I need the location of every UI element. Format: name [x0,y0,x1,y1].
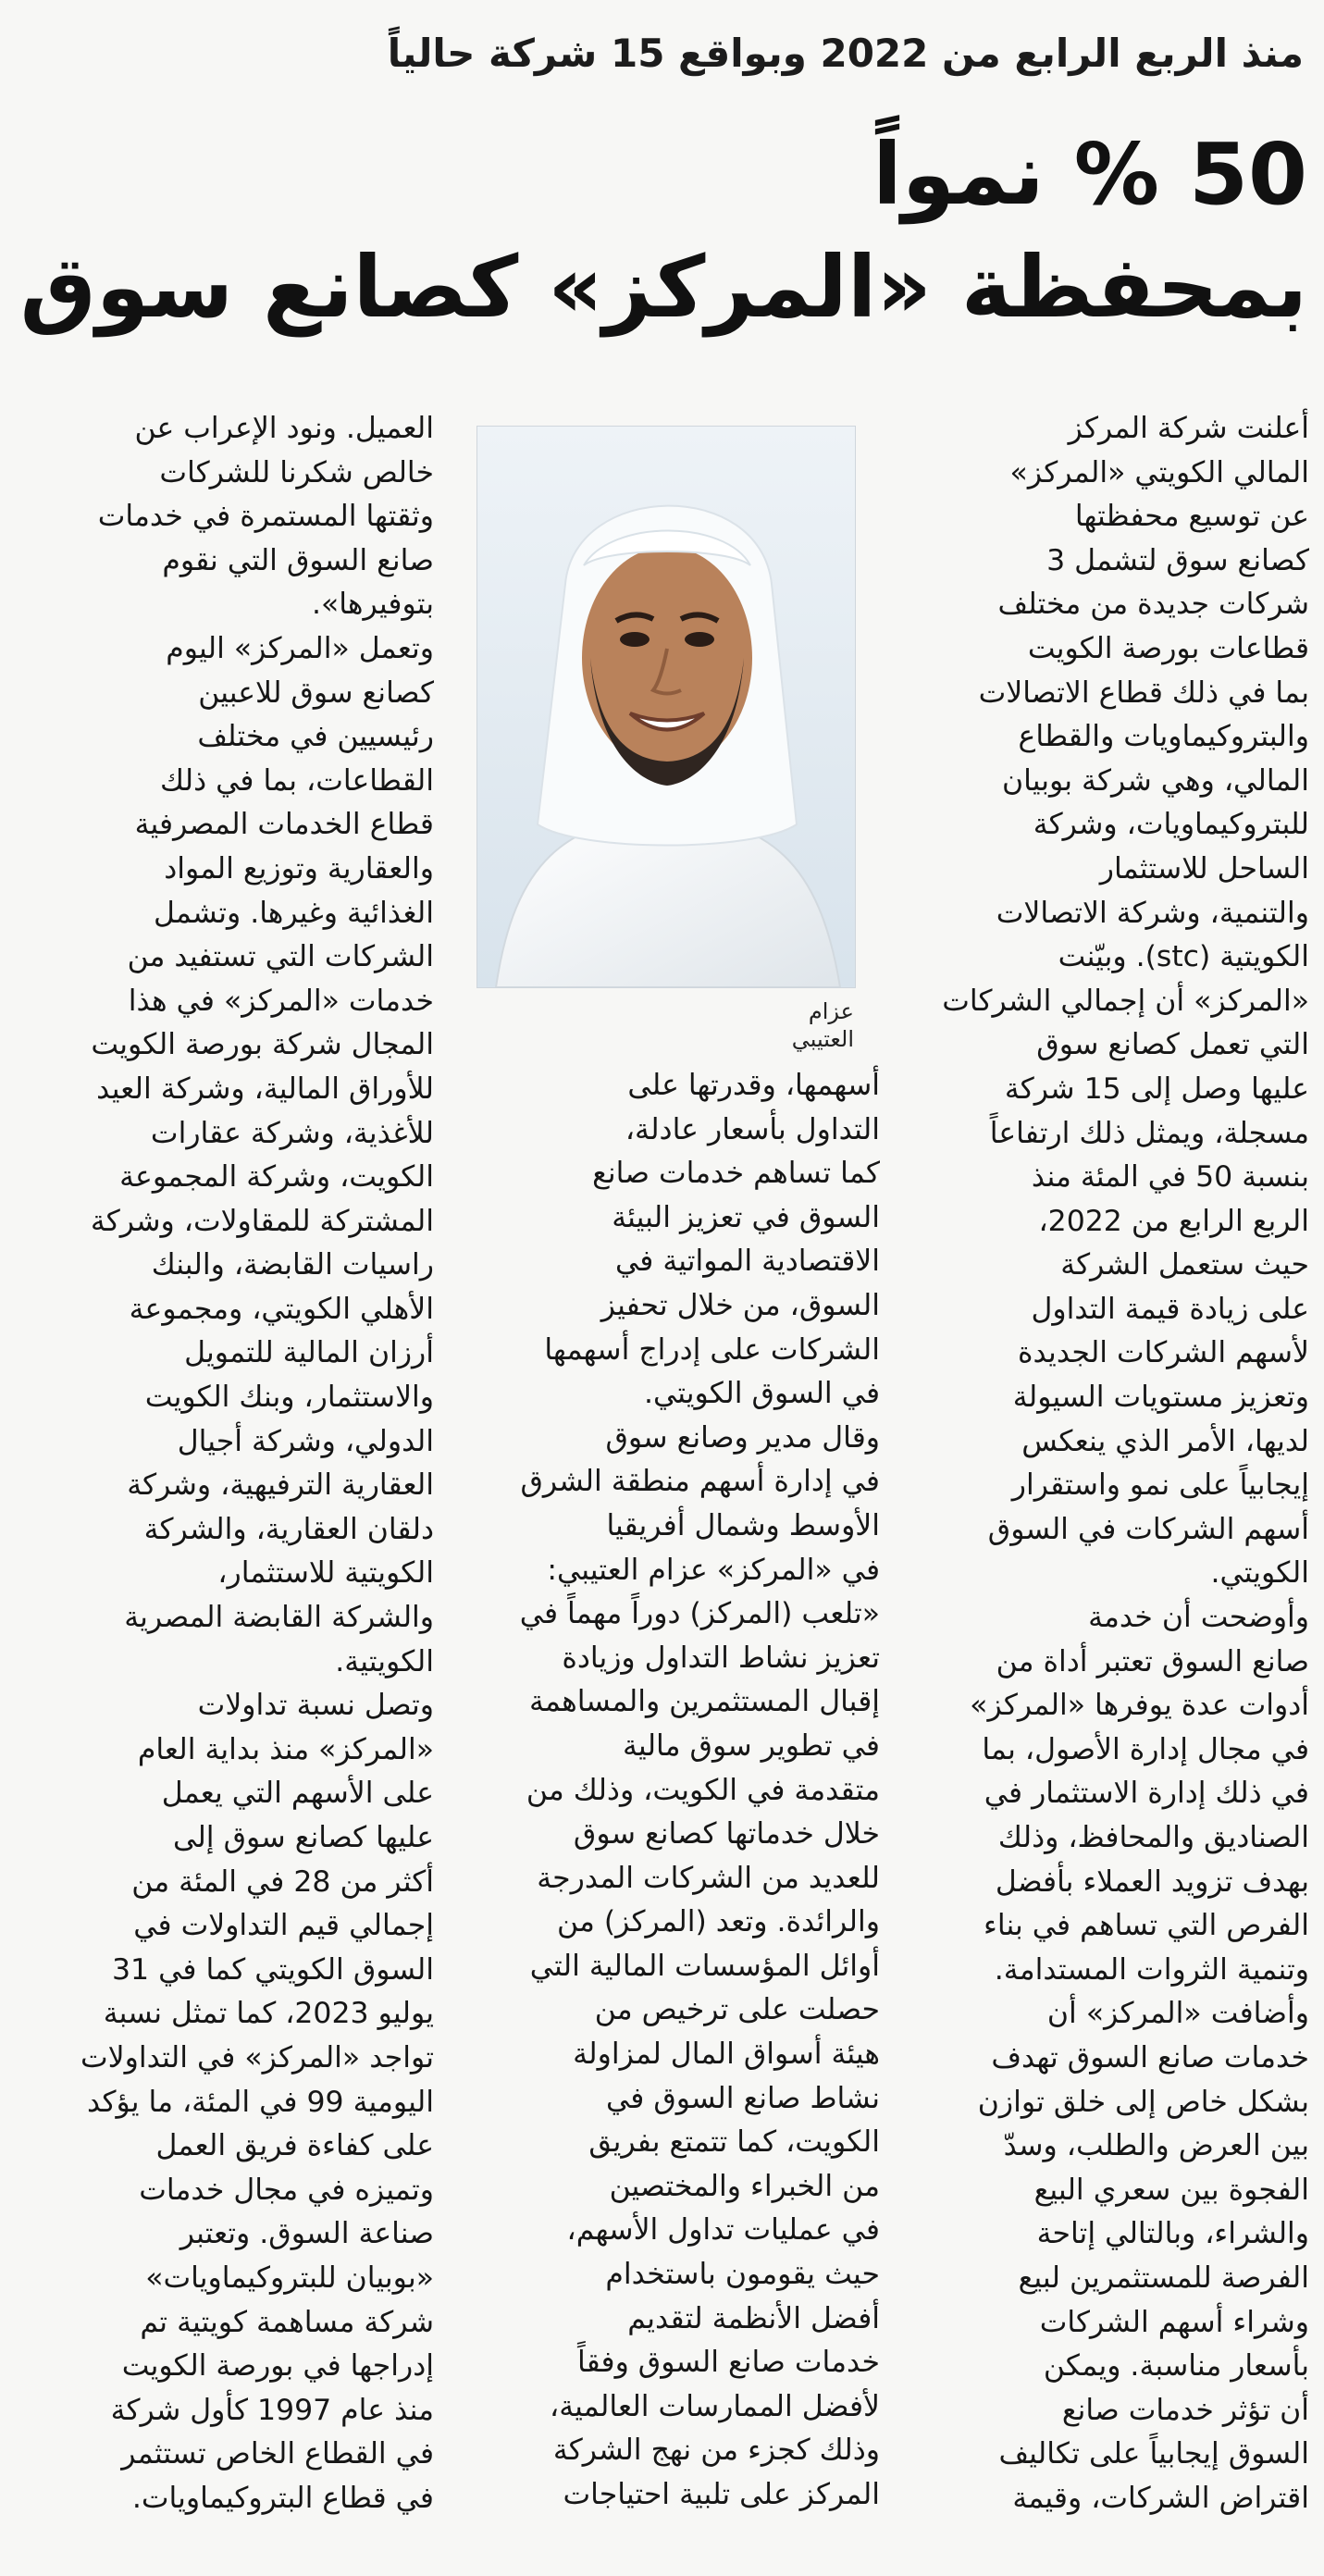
article-text-line: في السوق الكويتي. [643,1377,880,1411]
article-text-line: العقارية الترفيهية، وشركة [127,1468,434,1503]
article-text-line: على الأسهم التي يعمل [161,1777,434,1811]
article-text-line: في القطاع الخاص تستثمر [121,2437,434,2471]
article-text-line: من الخبراء والمختصين [609,2169,880,2203]
article-column-middle [473,1064,880,2518]
article-text-line: بما في ذلك قطاع الاتصالات [978,675,1309,710]
article-text-line: الأهلي الكويتي، ومجموعة [129,1292,434,1326]
article-text-line: الغذائية وغيرها. وتشمل [154,896,434,930]
article-text-line: عليها وصل إلى 15 شركة [1004,1071,1309,1106]
article-text-line: «المركز» أن إجمالي الشركات [942,984,1309,1018]
article-text-line: متقدمة في الكويت، وذلك من [526,1773,880,1807]
article-text-line: السوق إيجابياً على تكاليف [998,2437,1309,2471]
article-text-line: أن تؤثر خدمات صانع [1061,2393,1309,2427]
article-text-line: خدمات صانع السوق وفقاً [576,2346,880,2380]
article-text-line: الكويتية (stc). وبيّنت [1058,940,1309,974]
article-text-line: في ذلك إدارة الاستثمار في [984,1777,1309,1811]
article-text-line: أعلنت شركة المركز [1068,412,1309,445]
article-text-line: السوق الكويتي كما في 31 [112,1952,434,1987]
article-text-line: الاقتصادية المواتية في [615,1245,880,1279]
article-text-line: إيجابياً على نمو واستقرار [1011,1468,1309,1503]
article-text-line: للأغذية، وشركة عقارات [150,1116,434,1150]
article-text-line: السوق، من خلال تحفيز [600,1288,880,1322]
article-text-line: بهدف تزويد العملاء بأفضل [995,1864,1309,1899]
article-text-line: الربع الرابع من 2022، [1038,1204,1309,1238]
article-text-line: والتنمية، وشركة الاتصالات [996,896,1309,930]
portrait-photo [476,426,856,988]
article-text-line: على زيادة قيمة التداول [1031,1292,1309,1326]
article-text-line: كما تساهم خدمات صانع [592,1157,880,1191]
article-text-line: في «المركز» عزام العتيبي: [547,1553,880,1587]
article-text-line: تعزيز نشاط التداول وزيادة [562,1641,880,1675]
article-text-line: والرائدة. وتعد (المركز) من [556,1905,880,1939]
article-text-line: تواجد «المركز» في التداولات [80,2040,434,2074]
article-text-line: للبتروكيماويات، وشركة [1033,808,1309,842]
article-text-line: خدمات «المركز» في هذا [128,984,434,1018]
article-text-line: الدولي، وشركة أجيال [177,1424,434,1458]
article-text-line: العميل. ونود الإعراب عن [134,412,434,445]
article-text-line: الشركات على إدراج أسهمها [544,1332,880,1367]
photo-caption: عزام العتيبي [791,998,854,1052]
article-text-line: أسهم الشركات في السوق [987,1512,1309,1546]
article-text-line: الفرصة للمستثمرين لبيع [1018,2260,1309,2295]
article-text-line: أدوات عدة يوفرها «المركز» [970,1689,1309,1723]
article-text-line: صناعة السوق. وتعتبر [179,2217,434,2251]
article-text-line: وقال مدير وصانع سوق [605,1420,880,1455]
article-text-line: في عمليات تداول الأسهم، [566,2213,880,2248]
article-text-line: إقبال المستثمرين والمساهمة [528,1685,880,1719]
article-text-line: صانع السوق تعتبر أداة من [996,1644,1309,1678]
article-text-line: خالص شكرنا للشركات [159,455,434,489]
article-text-line: والبتروكيماويات والقطاع [1018,720,1309,754]
article-text-line: اليومية 99 في المئة، ما يؤكد [86,2085,434,2119]
article-text-line: إدراجها في بورصة الكويت [121,2349,434,2384]
article-text-line: أكثر من 28 في المئة من [131,1864,434,1899]
article-kicker: منذ الربع الرابع من 2022 وبواقع 15 شركة حالياً [387,31,1304,76]
article-text-line: نشاط صانع السوق في [606,2081,880,2115]
article-text-line: مسجلة، ويمثل ذلك ارتفاعاً [989,1116,1309,1150]
article-text-line: بأسعار مناسبة. ويمكن [1043,2349,1309,2384]
article-text-line: التي تعمل كصانع سوق [1036,1028,1309,1062]
portrait-illustration [477,427,855,987]
article-text-line: «تلعب (المركز) دوراً مهماً في [519,1597,880,1631]
article-text-line: للعديد من الشركات المدرجة [537,1861,880,1895]
article-text-line: وأوضحت أن خدمة [1088,1601,1309,1635]
article-text-line: الكويت، وشركة المجموعة [119,1160,434,1195]
article-text-line: للأوراق المالية، وشركة العيد [96,1071,434,1106]
article-text-line: بتوفيرها». [312,588,434,622]
article-text-line: الفرص التي تساهم في بناء [984,1909,1309,1943]
article-text-line: وأضافت «المركز» أن [1046,1997,1309,2031]
article-text-line: وشراء أسهم الشركات [1039,2305,1309,2339]
headline-line-1: 50 % نمواً [872,125,1307,224]
article-text-line: يوليو 2023، كما تمثل نسبة [103,1997,434,2031]
article-text-line: المركز على تلبية احتياجات [563,2478,880,2511]
article-text-line: لأفضل الممارسات العالمية، [550,2389,880,2423]
article-text-line: قطاعات بورصة الكويت [1027,631,1309,665]
article-text-line: الكويتي. [1210,1556,1309,1591]
article-text-line: أوائل المؤسسات المالية التي [529,1949,880,1983]
article-text-line: الكويتية. [335,1644,434,1678]
article-text-line: قطاع الخدمات المصرفية [134,808,434,842]
article-text-line: وثقتها المستمرة في خدمات [97,500,434,534]
article-text-line: المالي الكويتي «المركز» [1009,455,1309,489]
article-text-line: في مجال إدارة الأصول، بما [982,1732,1309,1766]
article-text-line: الصناديق والمحافظ، وذلك [997,1821,1309,1854]
article-text-line: شركات جديدة من مختلف [997,588,1309,622]
article-text-line: شركة مساهمة كويتية تم [140,2305,434,2339]
article-text-line: المالي، وهي شركة بوبيان [1002,763,1309,798]
article-text-line: بنسبة 50 في المئة منذ [1031,1160,1309,1195]
article-text-line: الكويت، كما تتمتع بفريق [588,2125,880,2160]
article-text-line: التداول بأسعار عادلة، [625,1112,880,1146]
article-text-line: «بوبيان للبتروكيماويات» [145,2260,434,2295]
article-text-line: أفضل الأنظمة لتقديم [627,2301,880,2335]
article-text-line: في قطاع البتروكيماويات. [131,2481,434,2515]
article-text-line: والشركة القابضة المصرية [124,1601,434,1635]
article-text-line: عن توسيع محفظتها [1074,500,1309,534]
article-text-line: رئيسيين في مختلف [197,720,434,754]
article-text-line: السوق في تعزيز البيئة [612,1200,880,1234]
article-text-line: خلال خدماتها كصانع سوق [573,1817,880,1852]
article-text-line: منذ عام 1997 كأول شركة [110,2393,434,2427]
article-text-line: الشركات التي تستفيد من [127,940,434,974]
article-text-line: القطاعات، بما في ذلك [159,763,434,798]
article-text-line: وتنمية الثروات المستدامة. [994,1952,1309,1987]
article-text-line: بشكل خاص إلى خلق توازن [977,2085,1309,2119]
article-text-line: وتصل نسبة تداولات [197,1689,434,1723]
article-text-line: بين العرض والطلب، وسدّ [1003,2129,1309,2163]
article-text-line: المجال شركة بورصة الكويت [91,1028,434,1062]
article-text-line: راسيات القابضة، والبنك [151,1248,434,1282]
article-column-left [22,407,434,2521]
article-text-line: الأوسط وشمال أفريقيا [606,1508,880,1542]
article-text-line: إجمالي قيم التداولات في [133,1909,434,1943]
article-text-line: حيث يقومون باستخدام [605,2258,880,2292]
article-text-line: المشتركة للمقاولات، وشركة [90,1204,434,1238]
article-text-line: حصلت على ترخيص من [594,1993,880,2027]
article-text-line: وتعزيز مستويات السيولة [1012,1381,1309,1415]
article-text-line: في إدارة أسهم منطقة الشرق [520,1465,880,1499]
article-text-line: الساحل للاستثمار [1099,851,1309,886]
article-headline [17,118,1307,345]
article-text-line: في تطوير سوق مالية [623,1728,880,1763]
article-text-line: حيث ستعمل الشركة [1060,1248,1309,1282]
article-column-right [925,407,1309,2521]
article-text-line: لأسهم الشركات الجديدة [1018,1336,1309,1370]
article-text-line: وتعمل «المركز» اليوم [166,631,434,665]
article-text-line: دلقان العقارية، والشركة [143,1512,434,1546]
article-text-line: «المركز» منذ بداية العام [137,1732,434,1766]
article-text-line: على كفاءة فريق العمل [155,2129,434,2163]
article-text-line: والشراء، وبالتالي إتاحة [1036,2217,1309,2251]
article-text-line: كصانع سوق لتشمل 3 [1046,543,1309,577]
headline-line-2: بمحفظة «المركز» كصانع سوق [19,238,1307,338]
article-text-line: والاستثمار، وبنك الكويت [144,1381,434,1415]
article-text-line: عليها كصانع سوق إلى [172,1821,434,1854]
article-text-line: اقتراض الشركات، وقيمة [1012,2481,1309,2515]
article-text-line: كصانع سوق للاعبين [198,675,434,710]
article-text-line: وتميزه في مجال خدمات [139,2173,434,2207]
article-text-line: هيئة أسواق المال لمزاولة [573,2037,880,2072]
article-text-line: وذلك كجزء من نهج الشركة [552,2434,880,2468]
article-text-line: والعقارية وتوزيع المواد [164,851,434,886]
article-text-line: صانع السوق التي نقوم [162,543,434,577]
article-text-line: خدمات صانع السوق تهدف [991,2040,1309,2074]
article-text-line: الفجوة بين سعري البيع [1033,2173,1309,2207]
article-text-line: أرزان المالية للتمويل [184,1336,434,1370]
article-text-line: أسهمها، وقدرتها على [627,1069,880,1102]
article-text-line: لديها، الأمر الذي ينعكس [1021,1424,1309,1458]
article-text-line: الكويتية للاستثمار، [217,1556,434,1591]
